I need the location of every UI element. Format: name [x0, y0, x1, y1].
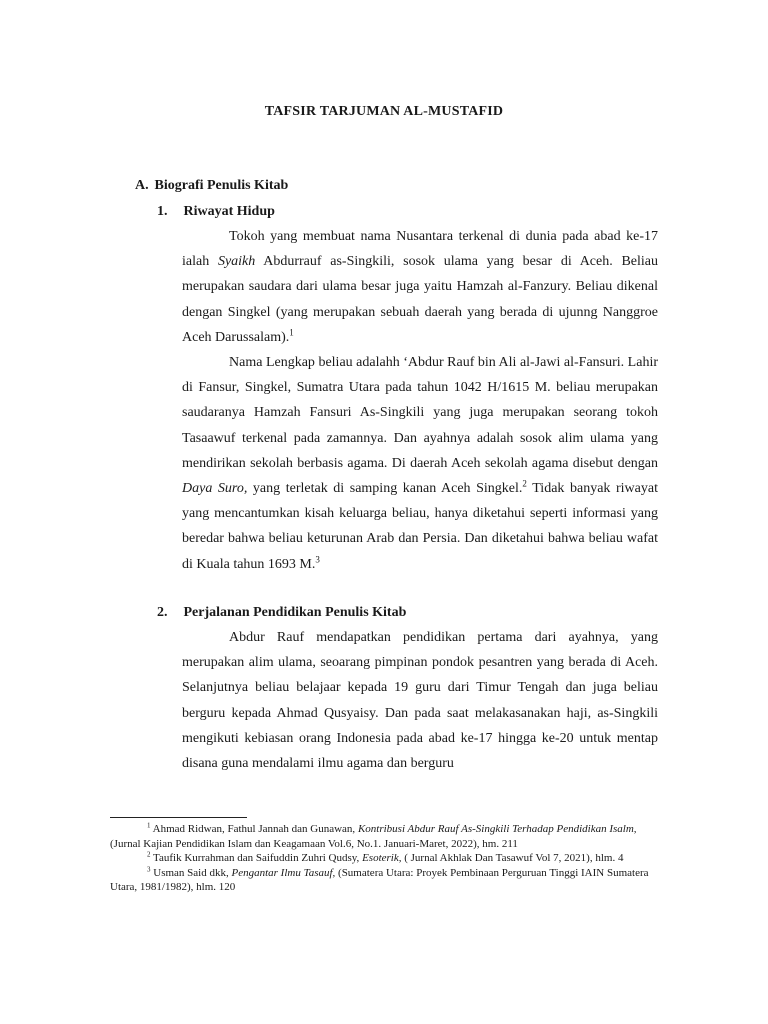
text-run: Tokoh yang membuat nama Nusantara terkenal di dunia pada abad ke-17 ialah	[182, 229, 658, 270]
section-label: Biografi Penulis Kitab	[154, 178, 289, 193]
italic-term: Syaikh	[217, 254, 256, 270]
footnote-number: 2	[147, 850, 151, 859]
subsection-number: 2.	[157, 605, 168, 620]
italic-term: Daya Suro,	[182, 481, 248, 497]
paragraph-3: Abdur Rauf mendapatkan pendidikan pertama dari ayahnya, yang merupakan alim ulama, seoarang pimpinan pondok pesantren yang berada di Aceh. Selanjutnya beliau belajaar kepada 19 guru dari Timur Tengah dan juga beliau berguru kepada Ahmad Qusyaisy. Dan pada saat melakasanakan haji, as-Singkili mengikuti kebiasan orang Indonesia pada abad ke-17 hingga ke-20 untuk mentap disana guna mendalami ilmu agama dan berguru	[182, 630, 658, 772]
citation-title: Esoterik,	[362, 852, 402, 864]
footnote-1	[110, 822, 656, 851]
text-run: yang terletak di samping kanan Aceh Singkel.	[247, 481, 523, 497]
footnote-2	[110, 851, 656, 866]
paragraph-2	[182, 350, 658, 577]
footnote-3	[110, 866, 656, 895]
text-run: Nama Lengkap beliau adalahh ‘Abdur Rauf bin Ali al-Jawi al-Fansuri. Lahir di Fansur, Singkel, Sumatra Utara pada tahun 1042 H/1615 M. beliau merupakan saudaranya Hamzah Fansuri As-Singkili yang juga merupakan seorang tokoh Tasaawuf terkenal pada zamannya. Dan ayahnya adalah sosok alim ulama yang mendirikan sekolah berbasis agama. Di daerah Aceh sekolah agama disebut dengan	[182, 355, 658, 471]
text-run: Abdurrauf as-Singkili, sosok ulama yang besar di Aceh. Beliau merupakan saudara dari ulama besar juga yaitu Hamzah al-Fanzury. Beliau dikenal dengan Singkel (yang merupakan sebuah daerah yang berada di ujunng Nanggroe Aceh Darussalam).	[182, 254, 658, 345]
citation-title: Pengantar Ilmu Tasauf,	[231, 866, 336, 879]
footnote-ref[interactable]: 3	[315, 553, 320, 564]
page-title: TAFSIR TARJUMAN AL-MUSTAFID	[264, 104, 504, 119]
footnote-number: 1	[147, 821, 151, 830]
subsection-label: Perjalanan Pendidikan Penulis Kitab	[183, 605, 407, 620]
paragraph-1	[182, 224, 658, 350]
section-number: A.	[135, 178, 149, 193]
footnotes	[110, 822, 656, 895]
subsection-label: Riwayat Hidup	[183, 204, 275, 219]
text-run: (Jurnal Kajian Pendidikan Islam dan Keagamaan Vol.6, No.1. Januari-Maret, 2022), hm. 211	[110, 837, 518, 850]
subsection-heading-2	[157, 605, 406, 621]
text-run: Ahmad Ridwan, Fathul Jannah dan Gunawan,	[150, 823, 358, 835]
subsection-heading-1	[157, 204, 275, 220]
section-heading-a	[135, 178, 288, 194]
citation-title: Kontribusi Abdur Rauf As-Singkili Terhadap Pendidikan Isalm,	[357, 823, 637, 835]
text-run: Usman Said dkk,	[150, 866, 232, 879]
text-run: ( Jurnal Akhlak Dan Tasawuf Vol 7, 2021), hlm. 4	[401, 852, 624, 864]
section-body-2	[182, 625, 658, 776]
text-run: Taufik Kurrahman dan Saifuddin Zuhri Qudsy,	[150, 852, 363, 864]
footnote-divider	[110, 817, 247, 818]
section-body-1	[182, 224, 658, 577]
footnote-number: 3	[147, 864, 151, 873]
text-run: Tidak banyak riwayat yang mencantumkan kisah keluarga beliau, hanya diketahui seperti informasi yang beredar bahwa beliau keturunan Arab dan Persia. Dan diketahui bahwa beliau wafat di Kuala tahun 1693 M.	[182, 481, 658, 572]
subsection-number: 1.	[157, 204, 168, 219]
footnote-ref[interactable]: 2	[522, 478, 527, 489]
footnote-ref[interactable]: 1	[289, 327, 294, 338]
text-run: (Sumatera Utara: Proyek Pembinaan Perguruan Tinggi IAIN Sumatera Utara, 1981/1982), hlm. 120	[110, 866, 649, 893]
